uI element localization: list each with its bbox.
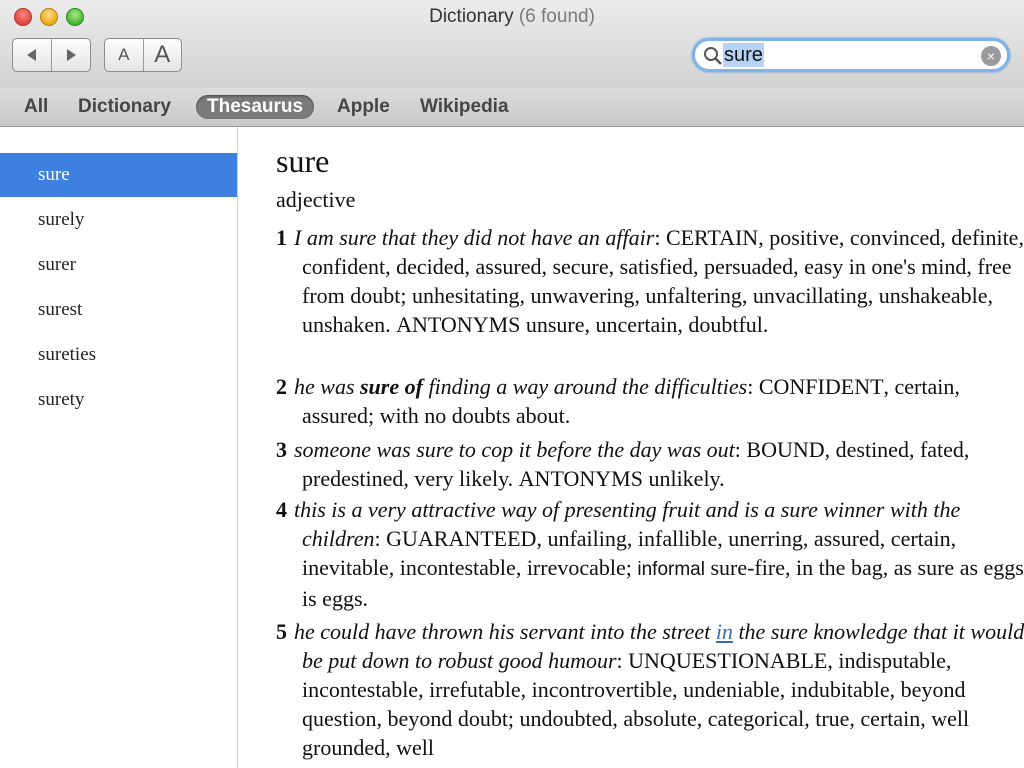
part-of-speech: adjective: [276, 187, 356, 212]
sense-1: 1 I am sure that they did not have an affair: CERTAIN, positive, convinced, definite, confident, decided, assured, secure, satisfied, persuaded, easy in one's mind, free from doubt; unhesitating, unwavering, unfaltering, unvacillating, unshakeable, unshaken. ANTONYMS unsure, uncertain, doubtful.: [276, 225, 1024, 337]
sense-key-synonym: BOUND: [746, 437, 825, 462]
sense-synonyms: , certain, assured; with no doubts about.: [302, 374, 960, 428]
window-toolbar: [0, 0, 1024, 89]
sidebar-item-surety[interactable]: surety: [38, 389, 85, 410]
sense-synonyms: , unfailing, infallible, unerring, assured, certain, inevitable, incontestable, irrevocable;: [302, 526, 957, 580]
antonyms-label: ANTONYMS: [518, 466, 643, 491]
sense-number: 3: [276, 437, 287, 462]
sense-number: 1: [276, 225, 287, 250]
scope-wikipedia[interactable]: Wikipedia: [420, 96, 509, 117]
sense-example: [294, 374, 747, 399]
sense-5: 5 he could have thrown his servant into the street in the sure knowledge that it would be put down to robust good humour: UNQUESTIONABLE, indisputable, incontestable, irrefutable, incontrovertible, undeniable, indubitable, beyond question, beyond doubt; undoubted, absolute, categorical, true, certain, well grounded, well: [276, 619, 1024, 760]
forward-button[interactable]: [51, 39, 90, 71]
example-text: he was: [294, 374, 360, 399]
sidebar-item-sure[interactable]: sure: [0, 153, 237, 197]
back-button[interactable]: [13, 39, 51, 71]
entry-headword: sure: [276, 143, 330, 179]
example-text: finding a way around the difficulties: [422, 374, 748, 399]
sense-key-synonym: CERTAIN: [665, 225, 759, 250]
sidebar-item-sureties[interactable]: sureties: [38, 344, 97, 365]
example-text: the sure knowledge that it would be put down to robust good humour: [302, 619, 1024, 673]
forward-arrow-icon: [64, 48, 78, 62]
sense-example: someone was sure to cop it before the day was out: [294, 437, 735, 462]
register-label: informal: [637, 559, 705, 580]
sense-synonyms: , indisputable, incontestable, irrefutable, incontrovertible, undeniable, indubitable, beyond question, beyond doubt; undoubted, absolute, categorical, true, certain, well grounded, well: [302, 648, 970, 760]
font-size-buttons: [104, 38, 182, 72]
scope-apple[interactable]: Apple: [337, 96, 390, 117]
scope-all[interactable]: All: [24, 96, 49, 117]
example-bold: sure of: [360, 374, 423, 399]
results-count: (6 found): [518, 6, 595, 27]
search-field[interactable]: [692, 38, 1010, 72]
scope-dictionary[interactable]: Dictionary: [78, 96, 171, 117]
decrease-font-button[interactable]: A: [118, 45, 130, 64]
clear-search-icon[interactable]: ×: [981, 46, 1001, 66]
sense-4: 4 this is a very attractive way of presenting fruit and is a sure winner with the children: GUARANTEED, unfailing, infallible, unerring, assured, certain, inevitable, incontestable, irrevocable; informal sure-fire, in the bag, as sure as eggs is eggs.: [276, 497, 1024, 611]
increase-font-button[interactable]: A: [143, 39, 182, 71]
sense-key-synonym: GUARANTEED: [386, 526, 537, 551]
back-arrow-icon: [25, 48, 39, 62]
scope-thesaurus[interactable]: Thesaurus: [196, 95, 314, 119]
entry-content: [238, 127, 1024, 768]
search-input[interactable]: sure: [724, 44, 763, 66]
sense-synonyms: , positive, convinced, definite, confident, decided, assured, secure, satisfied, persuaded, easy in one's mind, free from doubt; unhesitating, unwavering, unfaltering, unvacillating, unshakeable, unshaken.: [302, 225, 1024, 337]
sense-number: 2: [276, 374, 287, 399]
sense-2: 2 he was sure of finding a way around the difficulties: CONFIDENT, certain, assured; with no doubts about.: [276, 374, 960, 428]
sense-number: 4: [276, 497, 287, 522]
sense-number: 5: [276, 619, 287, 644]
search-icon: [703, 46, 723, 66]
sense-antonyms: unsure, uncertain, doubtful.: [520, 312, 769, 337]
example-text: he could have thrown his servant into the street: [294, 619, 716, 644]
scope-bar: [0, 88, 1024, 127]
sense-synonyms-more: sure-fire, in the bag, as sure as eggs is eggs.: [302, 555, 1024, 611]
antonyms-label: ANTONYMS: [396, 312, 521, 337]
results-sidebar: [0, 127, 238, 768]
sense-key-synonym: CONFIDENT: [758, 374, 884, 399]
sidebar-item-surely[interactable]: surely: [38, 209, 85, 230]
cross-reference-link[interactable]: in: [715, 619, 733, 644]
sense-example: I am sure that they did not have an affair: [294, 225, 655, 250]
navigation-buttons: [12, 38, 91, 72]
sidebar-item-surest[interactable]: surest: [38, 299, 83, 320]
window-title-text: Dictionary: [429, 6, 514, 27]
sense-3: 3 someone was sure to cop it before the day was out: BOUND, destined, fated, predestined, very likely. ANTONYMS unlikely.: [276, 437, 970, 491]
sense-key-synonym: UNQUESTIONABLE: [628, 648, 828, 673]
window-title: [0, 6, 1024, 28]
sense-example: this is a very attractive way of presenting fruit and is a sure winner with the children: [294, 497, 961, 551]
sense-synonyms: , destined, fated, predestined, very likely.: [302, 437, 970, 491]
sidebar-item-surer[interactable]: surer: [38, 254, 76, 275]
sense-antonyms: unlikely.: [642, 466, 725, 491]
